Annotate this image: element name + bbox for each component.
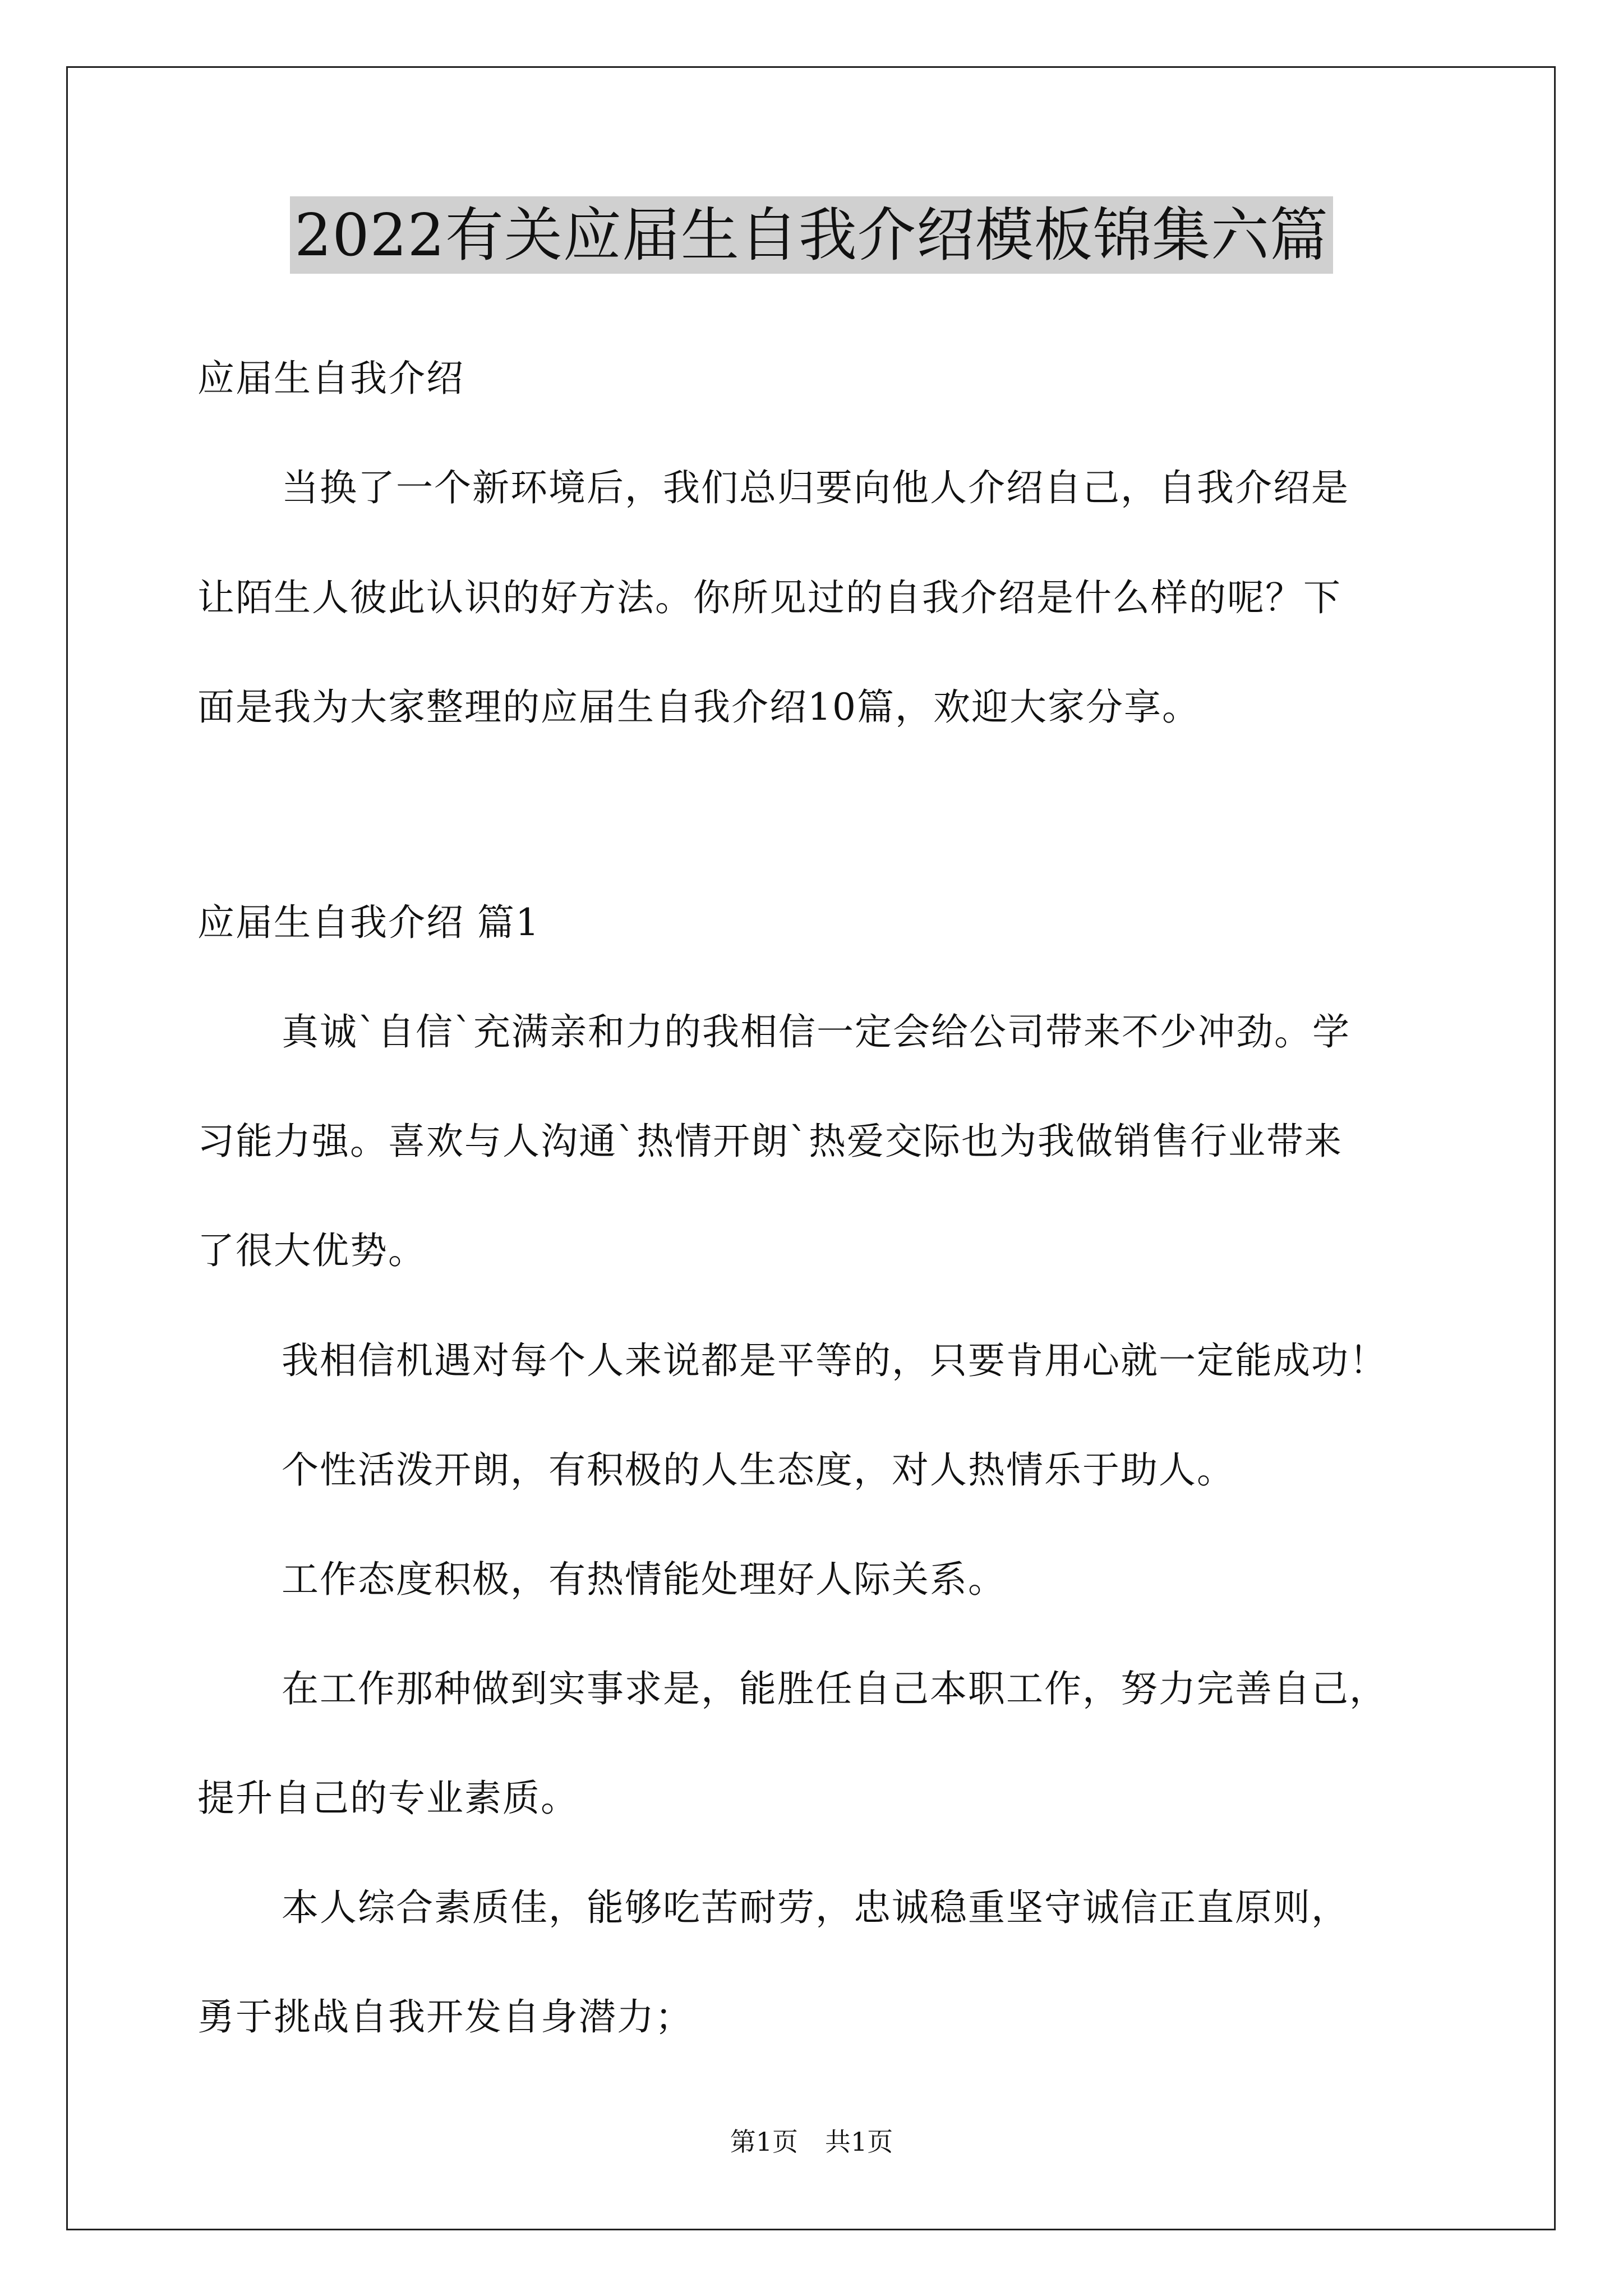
page-footer: [0, 2126, 1623, 2157]
paragraph-line: 在工作那种做到实事求是，能胜任自己本职工作，努力完善自己，: [282, 1667, 1387, 1710]
section-heading: 应届生自我介绍 篇1: [197, 901, 540, 944]
paragraph-line: 了很大优势。: [197, 1229, 426, 1272]
paragraph-line: 本人综合素质佳，能够吃苦耐劳，忠诚稳重坚守诚信正直原则，: [282, 1886, 1349, 1929]
section-heading: 应届生自我介绍: [197, 357, 464, 400]
paragraph-line: 当换了一个新环境后，我们总归要向他人介绍自己，自我介绍是: [282, 466, 1349, 509]
paragraph-line: 勇于挑战自我开发自身潜力；: [197, 1995, 693, 2039]
document-title: 2022有关应届生自我介绍模板锦集六篇: [290, 196, 1333, 274]
paragraph-line: 工作态度积极，有热情能处理好人际关系。: [282, 1558, 1006, 1601]
paragraph-line: 面是我为大家整理的应届生自我介绍10篇，欢迎大家分享。: [197, 685, 1200, 729]
page-number-total: 共1页: [825, 2127, 893, 2157]
paragraph-line: 个性活泼开朗，有积极的人生态度，对人热情乐于助人。: [282, 1448, 1235, 1492]
paragraph-line: 习能力强。喜欢与人沟通`热情开朗`热爱交际也为我做销售行业带来: [197, 1120, 1343, 1163]
page-number-current: 第1页: [730, 2127, 798, 2157]
paragraph-line: 提升自己的专业素质。: [197, 1777, 579, 1820]
paragraph-line: 我相信机遇对每个人来说都是平等的，只要肯用心就一定能成功！: [282, 1339, 1387, 1382]
title-container: [0, 196, 1623, 274]
paragraph-line: 真诚`自信`充满亲和力的我相信一定会给公司带来不少冲劲。学: [282, 1010, 1350, 1053]
paragraph-line: 让陌生人彼此认识的好方法。你所见过的自我介绍是什么样的呢？下: [197, 576, 1341, 619]
